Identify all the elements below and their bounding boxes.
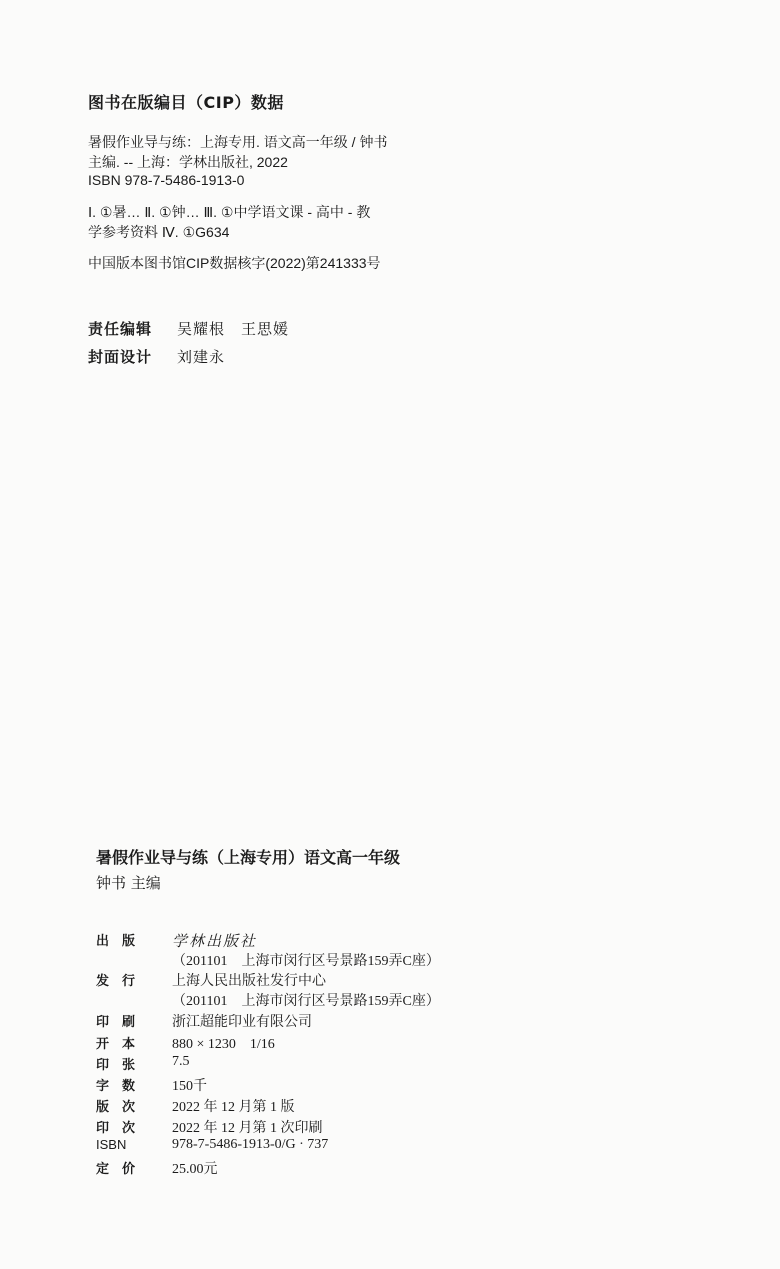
- imprint-label: 印 张: [96, 1058, 136, 1073]
- cip-subject-line: 学参考资料 Ⅳ. ①G634: [88, 224, 230, 240]
- isbn: 978-7-5486-1913-0/G · 737: [172, 1137, 329, 1152]
- staff-name: 吴耀根: [177, 320, 226, 338]
- publisher-logo: 学林出版社: [172, 932, 258, 950]
- book-editor: 钟书 主编: [96, 874, 161, 892]
- distributor-address: （201101 上海市闵行区号景路159弄C座）: [172, 994, 440, 1009]
- imprint-label: 字 数: [96, 1079, 136, 1094]
- format: 880 × 1230 1/16: [172, 1037, 275, 1052]
- printing: 2022 年 12 月第 1 次印刷: [172, 1121, 323, 1136]
- staff-label-cover-design: 封面设计: [88, 348, 153, 366]
- cip-title: 图书在版编目（CIP）数据: [88, 93, 284, 112]
- imprint-label: 印 刷: [96, 1015, 136, 1030]
- distributor: 上海人民出版社发行中心: [172, 974, 326, 989]
- edition: 2022 年 12 月第 1 版: [172, 1100, 295, 1115]
- imprint-label: 开 本: [96, 1037, 136, 1052]
- imprint-label-isbn: ISBN: [96, 1137, 127, 1152]
- imprint-label: 发 行: [96, 974, 136, 989]
- publisher-address: （201101 上海市闵行区号景路159弄C座）: [172, 954, 440, 969]
- cip-line: 主编. -- 上海：学林出版社, 2022: [88, 154, 288, 170]
- printer: 浙江超能印业有限公司: [172, 1015, 312, 1030]
- book-title: 暑假作业导与练（上海专用）语文高一年级: [96, 848, 401, 867]
- imprint-label: 定 价: [96, 1162, 136, 1177]
- staff-name: 刘建永: [177, 348, 226, 366]
- price: 25.00元: [172, 1162, 218, 1177]
- cip-record-number: 中国版本图书馆CIP数据核字(2022)第241333号: [88, 255, 381, 271]
- cip-isbn: ISBN 978-7-5486-1913-0: [88, 172, 245, 188]
- sheets: 7.5: [172, 1054, 190, 1069]
- imprint-label: 出 版: [96, 934, 136, 949]
- cip-subject-line: Ⅰ. ①暑… Ⅱ. ①钟… Ⅲ. ①中学语文课 - 高中 - 教: [88, 204, 371, 220]
- staff-label-editor: 责任编辑: [88, 320, 153, 338]
- cip-line: 暑假作业导与练：上海专用. 语文高一年级 / 钟书: [88, 134, 388, 150]
- staff-names-editor: [177, 318, 289, 339]
- staff-names-cover-design: [177, 346, 225, 367]
- imprint-label: 版 次: [96, 1100, 136, 1115]
- imprint-label: 印 次: [96, 1121, 136, 1136]
- word-count: 150千: [172, 1079, 207, 1094]
- staff-name: 王思媛: [241, 320, 290, 338]
